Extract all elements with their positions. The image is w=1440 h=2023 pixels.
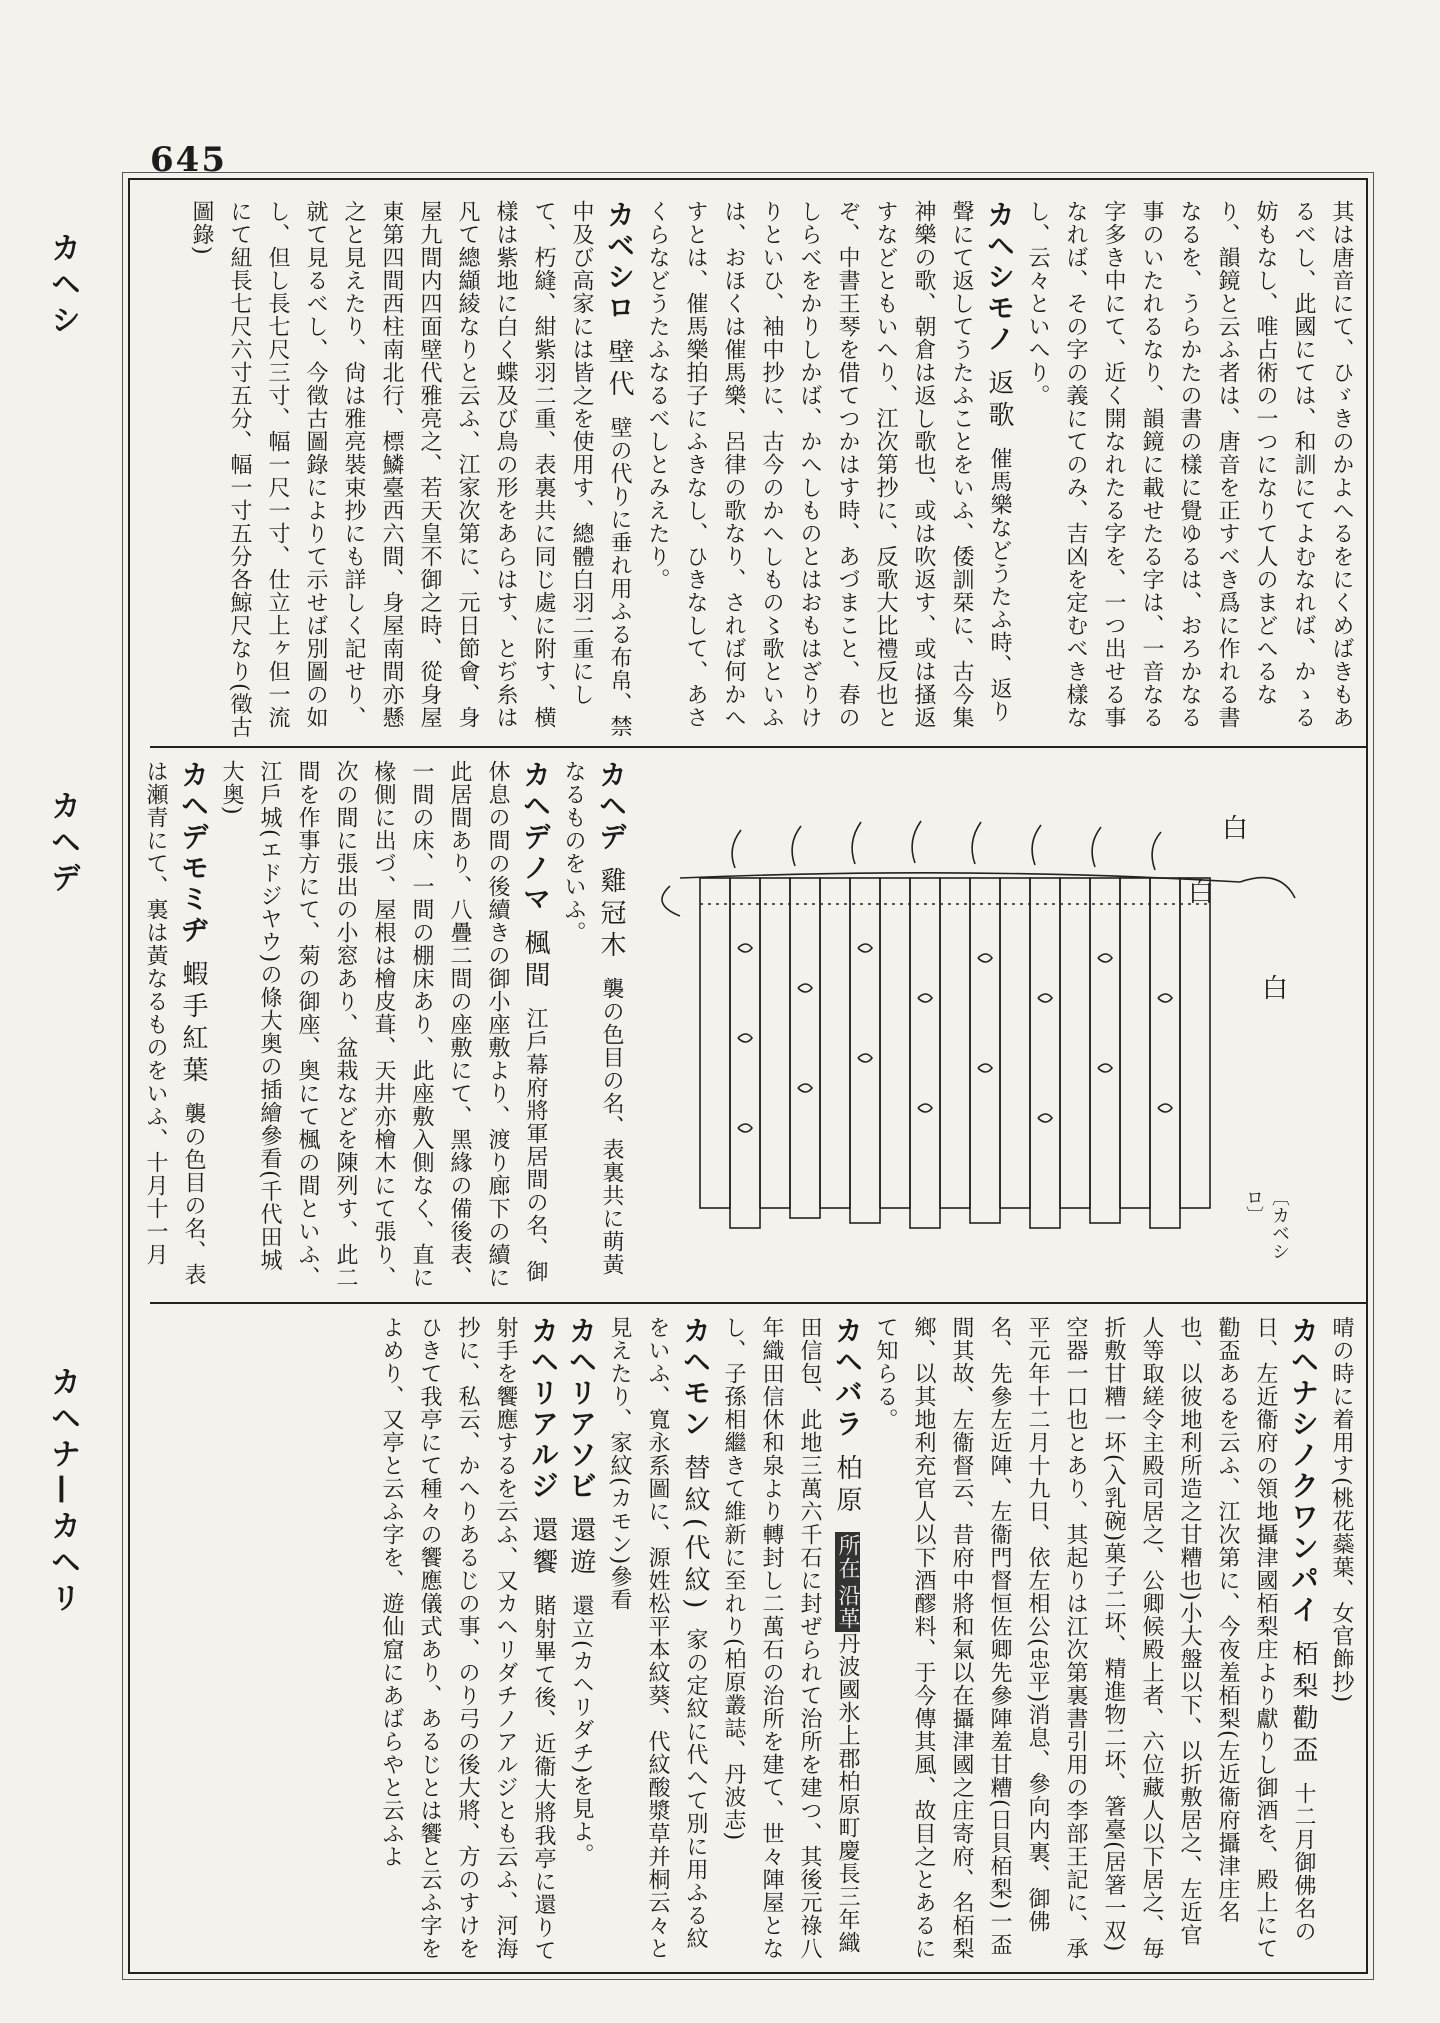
headword: カベシロ [603,200,636,324]
headword: カヘデ [595,760,628,853]
section-3 [150,1316,1360,1966]
entry-text: 還立(カヘリダチ)を見よ。 [569,1594,594,1867]
entry-text: 江戶幕府將軍居間の名、御休息の間の後續きの御小座敷より、渡り廊下の續に此居間あり、八疊二間の座敷にて、黑緣の備後表、一間の床、一間の棚床あり、此座敷入側なく、直に椽側に出づ、屋根は檜皮葺、天井亦檜木にて張り、次の間に張出の小窓あり、盆栽などを陳列す、此二間を作事方にて、菊の御座、奥にて楓の間といふ、江戶城(エドジヤウ)の條大奥の插繪參看(千代田城大奥) [219,760,548,1289]
entry-kaedenoma [212,760,554,1290]
entry-kaeriasobi [562,1316,600,1966]
entry-kabeshiro [182,200,638,740]
entry-kaede [554,760,630,1290]
headword-kanji: 蝦手紅葉 [178,960,208,1088]
headword-kanji: 楓間 [520,929,550,993]
page-number: 645 [150,140,227,180]
section-2-text [143,760,630,1290]
sidebar-label-top: カヘシ [45,232,80,340]
headword: カヘモン [679,1316,712,1440]
entry-kaenashi-no-kwanpai [866,1316,1322,1966]
entry-kaibara [714,1316,866,1966]
continuation-text: 其は唐音にて、ひゞきのかよへるをにくめばきもあるべし、此國にては、和訓にてよむなれば、かゝる妨もなし、唯占術の一つになりて人のまどへるなり、韻鏡と云ふ者は、唐音を正すべき爲に作れる書なるを、うらかたの書の樣に覺ゆるは、おろかなる事のいたれるなり、韻鏡に載せたる字は、一音なる字多き中にて、近く開なれたる字を、一つ出せる事なれば、その字の義にてのみ、吉凶を定むべき樣なし、云々といへり。 [1025,200,1354,729]
entry-kaeriaruji [372,1316,562,1966]
headword-kanji: 栢梨勸盃 [1288,1640,1318,1768]
headword-kanji: 替紋(代紋) [680,1454,710,1615]
illustration-label-2: 白 [1188,878,1215,908]
divider-2 [150,1302,1368,1304]
location-tag: 所在 [835,1534,860,1580]
headword-kanji: 柏原 [832,1454,862,1518]
entry-text: 襲の色目の名、表裏共に萌黃なるものをいふ。 [561,760,624,1276]
entry-text: 壁の代りに垂れ用ふる布帛、禁中及び高家には皆之を使用す、總體白羽二重にして、朽縫、紺紫羽二重、表裏共に同じ處に附す、横樣は紫地に白く蝶及び鳥の形をあらはす、とぢ糸は凡て總纈綾なりと云ふ、江家次第に、元日節會、身屋九間内四面壁代雅亮之、若天皇不御之時、從身屋東第四間西柱南北行、標鱗臺西六間、身屋南間亦懸之と見えたり、尙は雅亮裝束抄にも詳しく記せり、就て見るべし、今徵古圖錄によりて示せば別圖の如し、但し長七尺三寸、幅一尺一寸、仕立上ヶ但一流にて紐長七尺六寸五分、幅一寸五分各鯨尺なり(徵古圖錄) [189,200,632,739]
headword: カヘデモミヂ [177,760,210,946]
headword: カヘバラ [831,1316,864,1440]
divider-1 [150,746,1368,748]
entry-text: 襲の色目の名、表は瀬青にて、裏は黃なるものをいふ、十月十一月 [143,760,206,1286]
headword: カヘデノマ [519,760,552,915]
sidebar-label-bottom: カヘナ—カヘリ [45,1366,80,1618]
entry-text: 家の定紋に代へて別に用ふる紋をいふ、寬永系圖に、源姓松平本紋葵、代紋酸漿草并桐云々と見えたり、家紋(カモン)參看 [607,1316,708,1960]
headword: カヘナシノクワンパイ [1287,1316,1320,1626]
sidebar-label-middle: カヘデ [45,790,80,898]
headword: カヘリアソビ [565,1316,598,1502]
history-tag: 沿革 [835,1584,860,1630]
illustration-caption: 〔カベシロ〕 [1243,1188,1290,1260]
illustration-label-1: 白 [1222,814,1249,844]
headword: カヘシモノ [983,200,1016,355]
entry-kaemon [600,1316,714,1966]
headword-kanji: 還饗 [528,1516,558,1580]
headword-kanji: 雞冠木 [596,867,626,963]
kabeshiro-illustration [640,808,1300,1268]
headword-kanji: 返歌 [984,369,1014,433]
previous-entry-tail: 晴の時に着用す(桃花蘂葉、女官飾抄) [1329,1316,1354,1704]
entry-text: 丹波國氷上郡柏原町慶長三年織田信包、此地三萬六千石に封ぜられて治所を建つ、其後元祿八年織田信休和泉より轉封し二萬石の治所を建て、世々陣屋となし、子孫相繼きて維新に至れり(柏原叢誌、丹波志) [721,1316,860,1960]
entry-text: 十二月御佛名の日、左近衞府の領地攝津國栢梨庄より獻りし御酒を、殿上にて勸盃あるを云ふ、江次第に、今夜羞栢梨(左近衞府攝津庄名也、以彼地利所造之甘糟也)小大盤以下、以折敷居之、左近官人等取縒令主殿司居之、公卿候殿上者、六位藏人以下居之、毎折敷甘糟一坏(入乳碗)菓子二坏、精進物二坏、箸臺(居箸一双)空器一口也とあり、其起りは江次第裏書引用の李部王記に、承平元年十二月十九日、依左相公(忠平)消息、參向内裏、御佛名、先參左近陣、左衞門督恒佐卿先參陣羞甘糟(日貝栢梨)一盃間其故、左衞督云、昔府中將和氣以在攝津國之庄寄府、名栢梨鄉、以其地利充官人以下酒醪料、于今傳其風、故目之とあるにて知らる。 [873,1316,1316,1960]
headword-kanji: 壁代 [604,338,634,402]
section-1 [150,200,1360,740]
entry-kaeshimono [638,200,1018,740]
headword-kanji: 還遊 [566,1516,596,1580]
headword: カヘリアルジ [527,1316,560,1502]
illustration-label-3: 白 [1262,974,1289,1004]
entry-text: 催馬樂などうたふ時、返り聲にて返してうたふことをいふ、倭訓栞に、古今集神樂の歌、朝倉は返し歌也、或は吹返す、或は搔返すなどともいへり、江次第抄に、反歌大比禮反也とぞ、中書王琴を借てつかはす時、あづまこと、春のしらべをかりしかば、かへしものとはおもはざりけりといひ、袖中抄に、古今のかへしもの〻歌といふは、おほくは催馬樂、呂律の歌なり、されば何かへすとは、催馬樂拍子にふきなし、ひきなして、あさくらなどうたふなるべしとみえたり。 [645,200,1012,729]
entry-kaedemomiji [136,760,212,1290]
entry-text: 賭射畢て後、近衞大將我亭に還りて射手を饗應するを云ふ、又カヘリダチノアルジとも云ふ、河海抄に、私云、かへりあるじの事、のり弓の後大將、方のすけをひきて我亭にて種々の饗應儀式あり、あるじとは饗と云ふ字をよめり、又亭と云ふ字を、遊仙窟にあばらやと云ふよ [379,1316,556,1962]
